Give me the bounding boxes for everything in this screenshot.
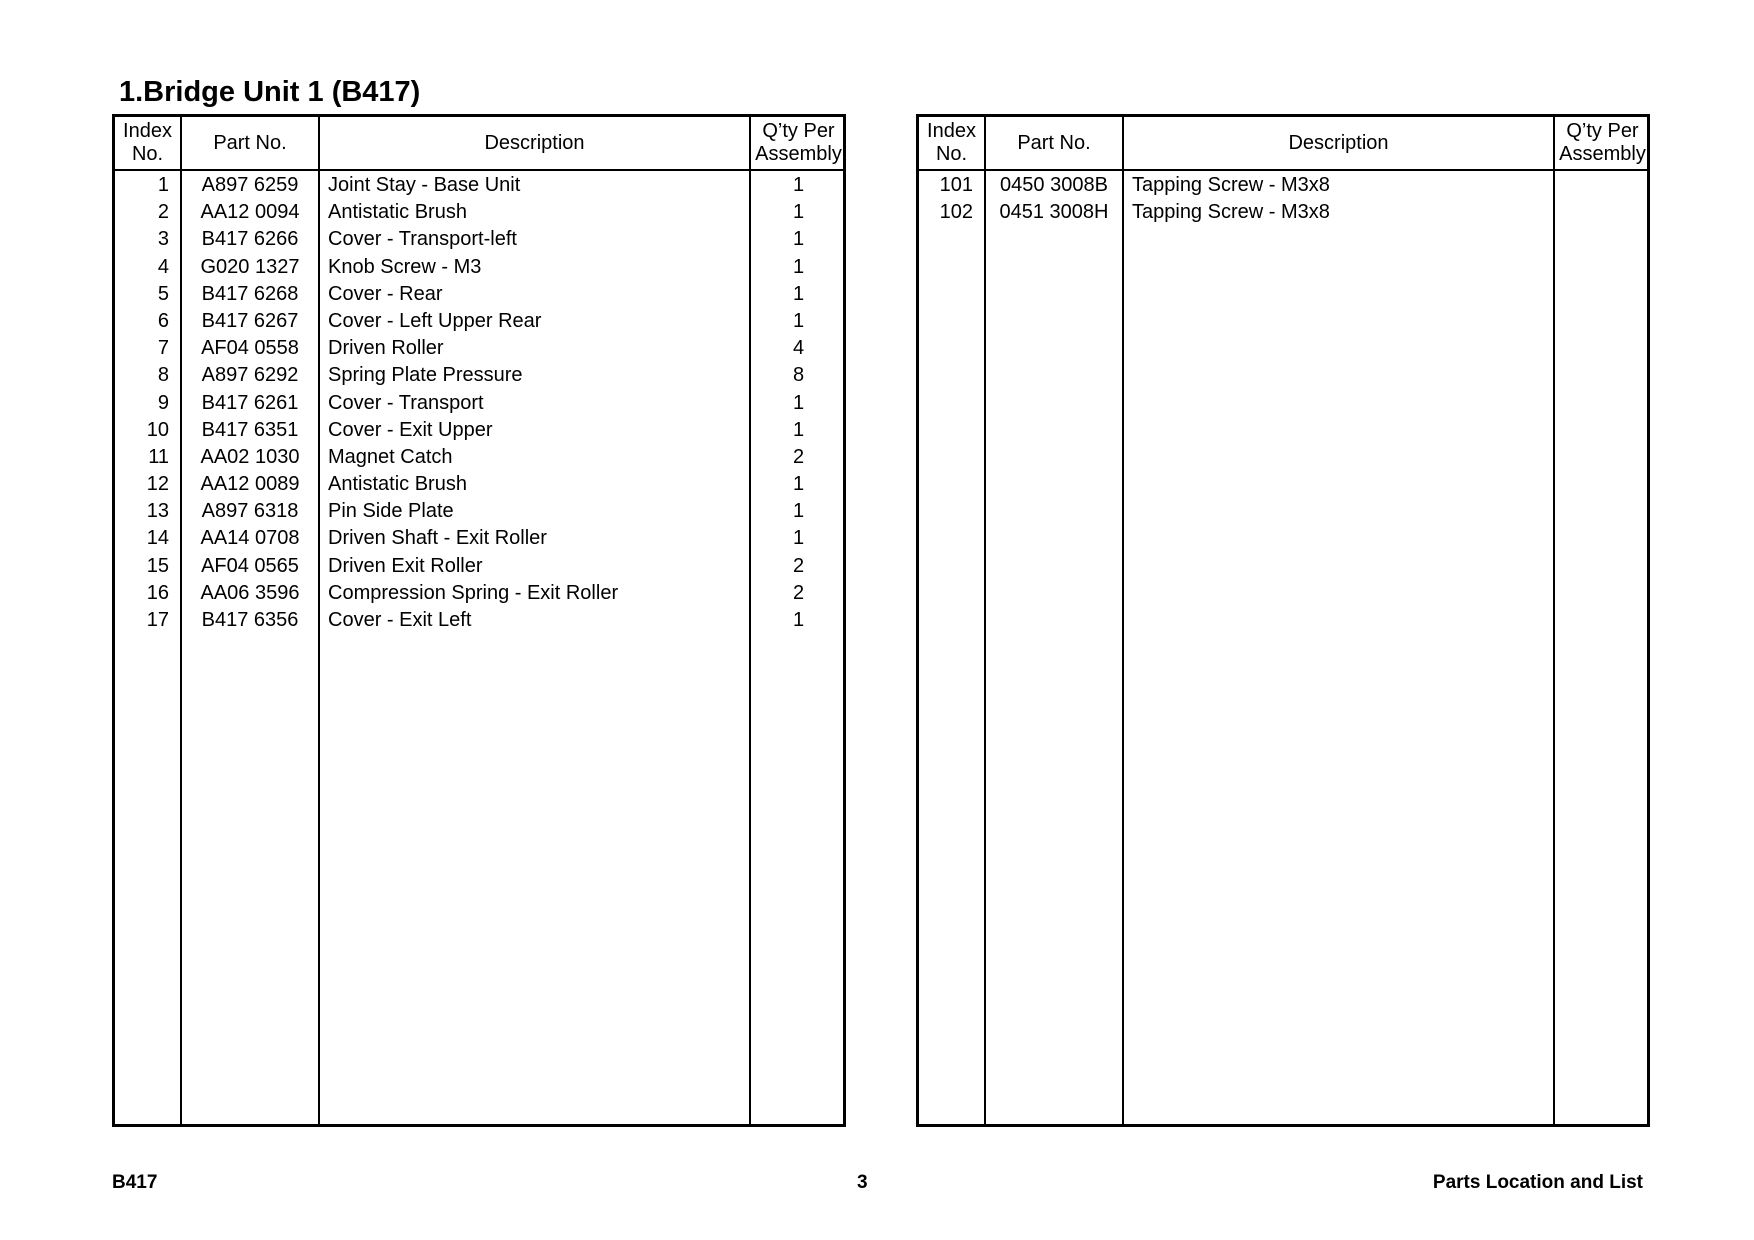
index-cell: 101 (939, 174, 973, 196)
description-cell: Antistatic Brush (328, 473, 467, 496)
header-index (919, 117, 984, 169)
qty-cell: 2 (792, 554, 805, 577)
footer-model: B417 (112, 1172, 158, 1193)
qty-cell: 1 (792, 609, 805, 631)
table-row (115, 607, 843, 634)
footer-page-number: 3 (857, 1172, 868, 1193)
index-cell: 10 (146, 418, 169, 441)
footer-section: Parts Location and List (1432, 1172, 1643, 1193)
table-row (115, 226, 843, 253)
description-cell: Cover - Rear (328, 282, 443, 305)
index-cell: 15 (146, 554, 169, 577)
index-cell: 2 (157, 201, 169, 224)
index-cell: 102 (939, 201, 973, 224)
header-index-line2: No. (131, 143, 164, 165)
header-qty-line2: Assembly (1559, 143, 1646, 165)
part-no-cell: AA12 0089 (200, 473, 300, 496)
part-no-cell: 0451 3008H (999, 201, 1109, 224)
part-no-cell: AA06 3596 (200, 581, 300, 604)
part-no-cell: AA02 1030 (200, 445, 300, 468)
description-cell: Cover - Exit Left (328, 609, 472, 631)
qty-cell: 1 (792, 418, 805, 441)
description-cell: Cover - Transport-left (328, 228, 517, 251)
description-cell: Tapping Screw - M3x8 (1132, 174, 1330, 196)
table-row (115, 308, 843, 335)
qty-cell: 1 (792, 282, 805, 305)
table-row (115, 362, 843, 389)
qty-cell: 1 (792, 473, 805, 496)
header-qty (1555, 117, 1650, 169)
index-cell: 3 (157, 228, 169, 251)
description-cell: Compression Spring - Exit Roller (328, 581, 619, 604)
header-part-no: Part No. (1017, 131, 1091, 154)
part-no-cell: B417 6268 (201, 282, 299, 305)
header-description: Description (1288, 131, 1389, 154)
qty-cell: 2 (792, 581, 805, 604)
qty-cell: 1 (792, 527, 805, 550)
table-row (115, 553, 843, 580)
index-cell: 16 (146, 581, 169, 604)
description-cell: Cover - Transport (328, 391, 484, 414)
part-no-cell: AA12 0094 (200, 201, 300, 224)
header-qty-line1: Q’ty Per (1566, 120, 1639, 142)
header-qty-line2: Assembly (755, 143, 842, 165)
header-divider (919, 169, 1647, 171)
description-cell: Tapping Screw - M3x8 (1132, 201, 1330, 224)
description-cell: Driven Exit Roller (328, 554, 483, 577)
description-cell: Cover - Left Upper Rear (328, 309, 542, 332)
index-cell: 12 (146, 473, 169, 496)
table-row (115, 444, 843, 471)
header-qty-line1: Q’ty Per (762, 120, 835, 142)
table-row (115, 580, 843, 607)
column-divider (1122, 117, 1124, 1124)
table-row (115, 390, 843, 417)
index-cell: 8 (157, 364, 169, 387)
part-no-cell: A897 6318 (201, 500, 299, 523)
index-cell: 4 (157, 255, 169, 278)
part-no-cell: A897 6292 (201, 364, 299, 387)
table-row (115, 525, 843, 552)
table-row (115, 254, 843, 281)
table-row (919, 199, 1647, 226)
qty-cell: 1 (792, 255, 805, 278)
qty-cell: 8 (792, 364, 805, 387)
table-body (115, 172, 843, 634)
parts-table-left (112, 114, 846, 1127)
page-title: 1.Bridge Unit 1 (B417) (119, 76, 421, 108)
qty-cell: 2 (792, 445, 805, 468)
column-divider (1553, 117, 1555, 1124)
part-no-cell: B417 6356 (201, 609, 299, 631)
header-description: Description (484, 131, 585, 154)
qty-cell: 1 (792, 201, 805, 224)
description-cell: Spring Plate Pressure (328, 364, 523, 387)
index-cell: 7 (157, 337, 169, 360)
part-no-cell: B417 6266 (201, 228, 299, 251)
header-index-line1: Index (123, 120, 172, 142)
table-row (115, 172, 843, 199)
table-row (115, 498, 843, 525)
index-cell: 17 (146, 609, 169, 631)
part-no-cell: B417 6261 (201, 391, 299, 414)
description-cell: Antistatic Brush (328, 201, 467, 224)
column-divider (984, 117, 986, 1124)
part-no-cell: AF04 0565 (201, 554, 299, 577)
qty-cell: 1 (792, 391, 805, 414)
part-no-cell: G020 1327 (200, 255, 300, 278)
header-index-line1: Index (927, 120, 976, 142)
table-row (115, 199, 843, 226)
parts-table-right (916, 114, 1650, 1127)
index-cell: 1 (157, 174, 169, 196)
part-no-cell: B417 6351 (201, 418, 299, 441)
index-cell: 13 (146, 500, 169, 523)
table-row (115, 335, 843, 362)
qty-cell: 1 (792, 228, 805, 251)
qty-cell: 1 (792, 174, 805, 196)
index-cell: 9 (157, 391, 169, 414)
part-no-cell: AA14 0708 (200, 527, 300, 550)
table-body (919, 172, 1647, 226)
table-row (115, 281, 843, 308)
qty-cell: 1 (792, 309, 805, 332)
qty-cell: 4 (792, 337, 805, 360)
table-row (919, 172, 1647, 199)
header-part-no: Part No. (213, 131, 287, 154)
index-cell: 14 (146, 527, 169, 550)
part-no-cell: A897 6259 (201, 174, 299, 196)
description-cell: Knob Screw - M3 (328, 255, 482, 278)
header-divider (115, 169, 843, 171)
part-no-cell: AF04 0558 (201, 337, 299, 360)
index-cell: 11 (148, 445, 169, 468)
table-row (115, 471, 843, 498)
description-cell: Driven Shaft - Exit Roller (328, 527, 547, 550)
header-index (115, 117, 180, 169)
index-cell: 5 (157, 282, 169, 305)
description-cell: Pin Side Plate (328, 500, 454, 523)
header-qty (751, 117, 846, 169)
table-row (115, 417, 843, 444)
description-cell: Cover - Exit Upper (328, 418, 493, 441)
part-no-cell: B417 6267 (201, 309, 299, 332)
description-cell: Magnet Catch (328, 445, 453, 468)
index-cell: 6 (157, 309, 169, 332)
description-cell: Joint Stay - Base Unit (328, 174, 521, 196)
part-no-cell: 0450 3008B (1000, 174, 1108, 196)
qty-cell: 1 (792, 500, 805, 523)
header-index-line2: No. (935, 143, 968, 165)
description-cell: Driven Roller (328, 337, 444, 360)
